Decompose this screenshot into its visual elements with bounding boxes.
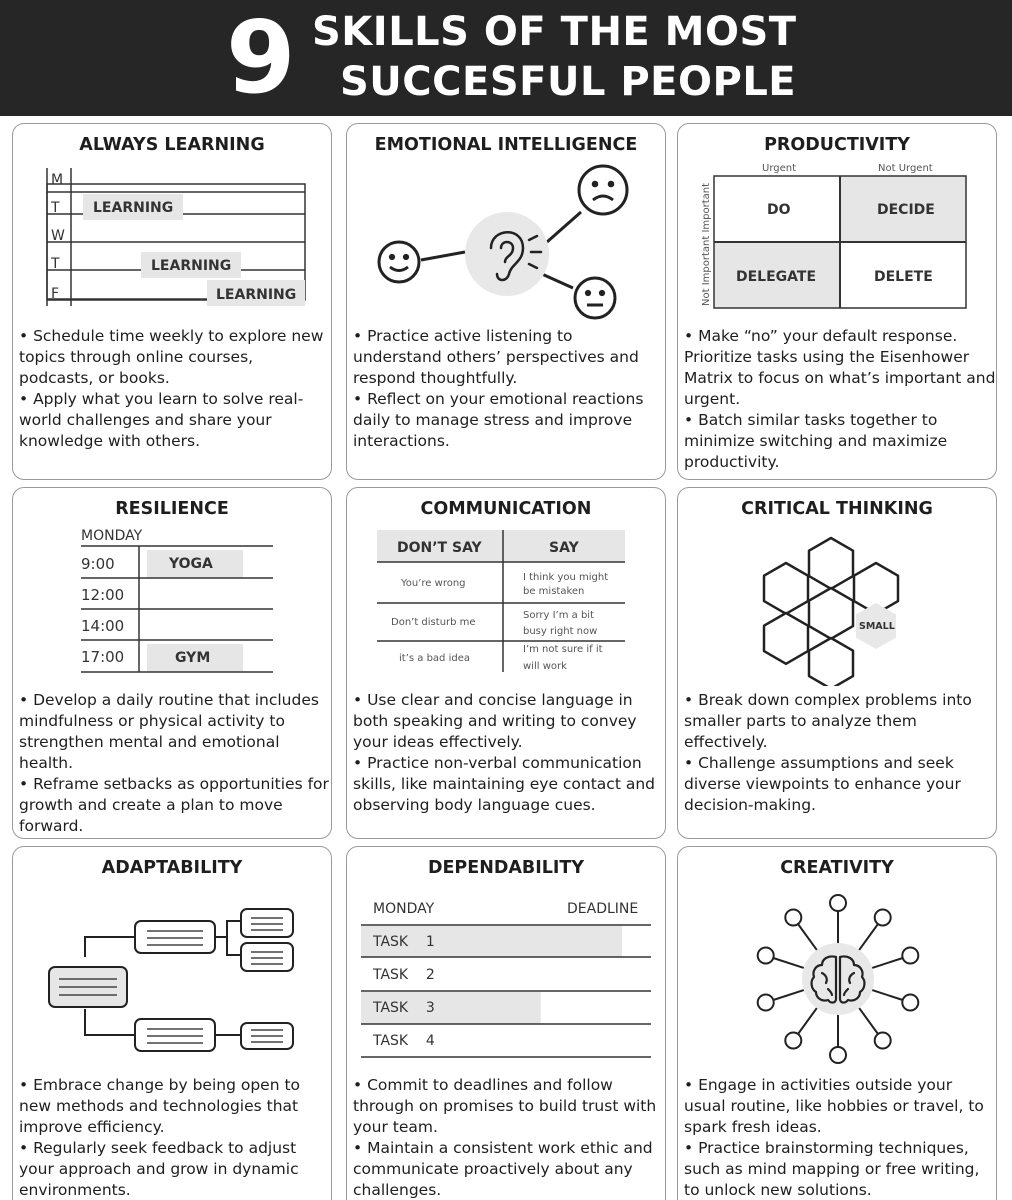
idea-node <box>785 910 801 926</box>
leaf-node <box>241 909 293 937</box>
sad-face-icon <box>579 166 627 214</box>
day-label: F <box>51 286 60 302</box>
say-header: SAY <box>549 540 579 556</box>
desc-line: • Apply what you learn to solve real-world challenges and share your knowledge with others. <box>19 390 304 450</box>
ear-bubble <box>465 212 549 296</box>
card-title: ADAPTABILITY <box>101 858 243 878</box>
task-label: TASK 4 <box>373 1033 435 1049</box>
idea-node <box>758 948 774 964</box>
header-title-line1: SKILLS OF THE MOST <box>312 9 797 55</box>
spoke-line <box>798 924 817 950</box>
time-label: 17:00 <box>81 648 125 666</box>
say-phrase-line: Sorry I’m a bit <box>523 610 595 621</box>
leaf-node <box>241 943 293 971</box>
card-title: COMMUNICATION <box>420 499 592 519</box>
idea-node <box>785 1033 801 1049</box>
weekly-schedule-illustration <box>13 162 332 322</box>
card-resilience <box>12 487 332 839</box>
dont-say-header: DON’T SAY <box>397 540 482 556</box>
desc-line: • Maintain a consistent work ethic and communicate proactively about any challenges. <box>353 1139 653 1199</box>
spoke-line <box>859 924 878 950</box>
spoke-line <box>872 990 903 1000</box>
desc-line: • Challenge assumptions and seek diverse viewpoints to enhance your decision-making. <box>684 754 961 814</box>
smile-face-icon <box>379 242 419 282</box>
day-label: M <box>51 172 64 188</box>
card-description <box>684 1075 996 1200</box>
spoke-line <box>859 1008 878 1034</box>
desc-line: • Develop a daily routine that includes mindfulness or physical activity to strengthen mental and emotional health. <box>19 691 319 772</box>
card-description <box>353 326 665 452</box>
card-creativity <box>677 846 997 1200</box>
delete-label: DELETE <box>874 269 933 285</box>
header-number: 9 <box>226 0 296 116</box>
dont-say-phrase: Don’t disturb me <box>391 617 476 628</box>
say-phrase-line: busy right now <box>523 626 598 637</box>
day-label: T <box>51 200 60 216</box>
idea-node <box>830 1047 846 1063</box>
desc-line: • Commit to deadlines and follow through on promises to build trust with your team. <box>353 1076 657 1136</box>
say-phrase-line: will work <box>523 661 567 672</box>
card-description <box>353 1075 665 1200</box>
card-title: RESILIENCE <box>115 499 229 519</box>
card-always-learning <box>12 123 332 480</box>
gym-label: GYM <box>175 650 211 666</box>
learning-label: LEARNING <box>93 200 174 216</box>
learning-label: LEARNING <box>216 287 297 303</box>
card-title: DEPENDABILITY <box>427 858 585 878</box>
dont-say-phrase: You’re wrong <box>401 578 466 589</box>
card-title: CRITICAL THINKING <box>741 499 933 519</box>
time-label: 12:00 <box>81 586 125 604</box>
say-phrase-line: I think you might <box>523 572 609 583</box>
card-description <box>19 1075 331 1200</box>
desc-line: • Embrace change by being open to new methods and technologies that improve efficiency. <box>19 1076 301 1136</box>
desc-line: • Regularly seek feedback to adjust your approach and grow in dynamic environments. <box>19 1139 299 1199</box>
desc-line: • Reframe setbacks as opportunities for growth and create a plan to move forward. <box>19 775 329 835</box>
desc-line: • Reflect on your emotional reactions daily to manage stress and improve interactions. <box>353 390 644 450</box>
card-dependability <box>346 846 666 1200</box>
page-header <box>0 0 1012 116</box>
spoke-line <box>773 958 804 968</box>
branch-node <box>135 1019 215 1051</box>
spoke-line <box>872 958 903 968</box>
col-label-urgent: Urgent <box>762 163 797 174</box>
desc-line: • Use clear and concise language in both speaking and writing to convey your ideas effectively. <box>353 691 637 751</box>
idea-node <box>902 948 918 964</box>
task-deadline-list <box>347 885 666 1085</box>
decide-label: DECIDE <box>877 202 935 218</box>
mind-map-illustration <box>678 885 997 1085</box>
eisenhower-matrix <box>678 162 997 322</box>
card-title: EMOTIONAL INTELLIGENCE <box>374 135 638 155</box>
day-label: MONDAY <box>373 901 435 917</box>
yoga-label: YOGA <box>169 556 213 572</box>
idea-node <box>758 995 774 1011</box>
daily-routine-schedule <box>13 526 332 686</box>
header-title-line2: SUCCESFUL PEOPLE <box>340 59 797 105</box>
idea-node <box>875 910 891 926</box>
card-emotional-intelligence <box>346 123 666 480</box>
day-label: T <box>51 256 60 272</box>
hexagon <box>764 613 808 664</box>
card-productivity <box>677 123 997 480</box>
communication-table <box>347 526 666 686</box>
desc-line: • Schedule time weekly to explore new topics through online courses, podcasts, or books. <box>19 327 324 387</box>
card-critical-thinking <box>677 487 997 839</box>
card-title: PRODUCTIVITY <box>764 135 910 155</box>
time-label: 9:00 <box>81 555 115 573</box>
idea-node <box>875 1033 891 1049</box>
card-description <box>353 690 665 816</box>
delegate-label: DELEGATE <box>736 269 817 285</box>
idea-node <box>902 995 918 1011</box>
spoke-line <box>798 1008 817 1034</box>
branch-node <box>135 921 215 953</box>
desc-line: • Engage in activities outside your usual routine, like hobbies or travel, to spark fresh ideas. <box>684 1076 984 1136</box>
day-label: W <box>51 228 65 244</box>
card-description <box>684 326 996 473</box>
dont-say-phrase: it’s a bad idea <box>399 653 470 664</box>
desc-line: • Break down complex problems into smaller parts to analyze them effectively. <box>684 691 972 751</box>
deadline-label: DEADLINE <box>567 901 639 917</box>
desc-line: • Practice active listening to understand others’ perspectives and respond thoughtfully. <box>353 327 639 387</box>
hexagon <box>764 563 808 614</box>
desc-line: • Practice brainstorming techniques, such as mind mapping or free writing, to unlock new solutions. <box>684 1139 980 1199</box>
card-title: ALWAYS LEARNING <box>79 135 265 155</box>
row-axis-label: Not Important Important <box>701 182 712 306</box>
hexagon <box>809 538 853 589</box>
desc-line: • Make “no” your default response. Prioritize tasks using the Eisenhower Matrix to focus on what’s important and urgent. <box>684 327 996 408</box>
card-title: CREATIVITY <box>780 858 894 878</box>
task-label: TASK 1 <box>373 934 435 950</box>
small-label: SMALL <box>859 621 895 632</box>
hexagon <box>809 588 853 639</box>
card-description <box>19 326 331 452</box>
say-phrase-line: I’m not sure if it <box>523 644 603 655</box>
desc-line: • Practice non-verbal communication skills, like maintaining eye contact and observing body language cues. <box>353 754 655 814</box>
task-label: TASK 2 <box>373 967 435 983</box>
learning-label: LEARNING <box>151 258 232 274</box>
do-label: DO <box>767 202 791 218</box>
task-label: TASK 3 <box>373 1000 435 1016</box>
say-phrase-line: be mistaken <box>523 586 585 597</box>
card-adaptability <box>12 846 332 1200</box>
time-label: 14:00 <box>81 617 125 635</box>
card-communication <box>346 487 666 839</box>
card-description <box>19 690 331 837</box>
idea-node <box>830 895 846 911</box>
hexagon-illustration <box>678 526 997 686</box>
spoke-line <box>773 990 804 1000</box>
emotional-illustration <box>347 162 666 322</box>
neutral-face-icon <box>575 278 615 318</box>
card-description <box>684 690 996 816</box>
desc-line: • Batch similar tasks together to minimize switching and maximize productivity. <box>684 411 948 471</box>
hexagon <box>809 638 853 686</box>
branching-diagram <box>13 885 332 1085</box>
col-label-not-urgent: Not Urgent <box>878 163 933 174</box>
day-label: MONDAY <box>81 528 143 544</box>
